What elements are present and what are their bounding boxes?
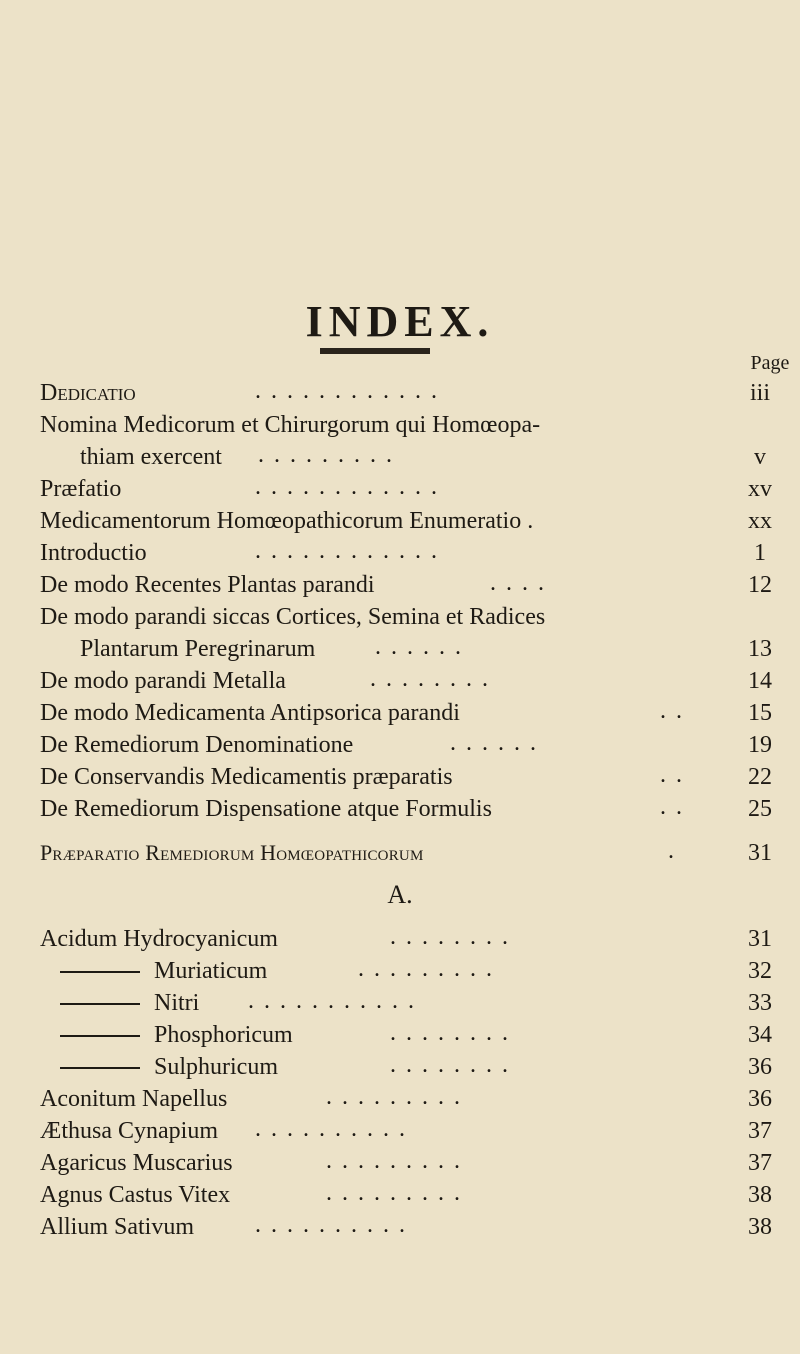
index-entry [40,730,780,760]
entry-title: De modo parandi siccas Cortices, Semina et Radices [40,604,546,630]
leader-dots: . . . . . . [450,730,538,756]
entry-page: 19 [748,732,772,758]
leader-dots: . . [660,762,684,788]
entry-page: 1 [754,540,766,566]
index-entry [40,1116,780,1146]
index-entry [40,762,780,792]
index-entry [40,794,780,824]
leader-dots: . . . . . . . . [390,924,510,950]
ditto-dash [60,1035,140,1037]
ditto-dash [60,971,140,973]
entry-title: Præfatio [40,476,122,502]
entry-title: Medicamentorum Homœopathicorum Enumeratio . [40,508,534,534]
index-entry [40,602,780,632]
entry-title: De Remediorum Denominatione [40,732,354,758]
index-entry [40,1180,780,1210]
index-entry [40,1020,780,1050]
index-title: INDEX. [305,297,495,346]
leader-dots: . . . . . . . . . . . . [255,378,439,404]
leader-dots: . . . . . . . . [390,1020,510,1046]
index-entry [40,1084,780,1114]
leader-dots: . . . . . . . . . . [255,1116,407,1142]
entry-title: De modo Medicamenta Antipsorica parandi [40,700,460,726]
leader-dots: . . . . . . . . . . . . [255,474,439,500]
index-entry [40,378,780,408]
entry-title: Phosphoricum [154,1022,293,1048]
index-entry [40,1052,780,1082]
entry-title: Allium Sativum [40,1214,195,1240]
entry-title: De modo Recentes Plantas parandi [40,572,375,598]
entry-page: xv [748,476,772,502]
index-entry [40,988,780,1018]
leader-dots: . . . . . . . . [370,666,490,692]
entry-title: Acidum Hydrocyanicum [40,926,278,952]
entry-page: 38 [748,1214,772,1240]
leader-dots: . . . . . . . . . . [255,1212,407,1238]
leader-dots: . . . . . . [375,634,463,660]
entry-title: Dedicatio [40,380,136,406]
index-entry [40,838,780,868]
leader-dots: . . . . . . . . . [326,1180,462,1206]
title-rule [320,348,430,354]
leader-dots: . . . . . . . . . [258,442,394,468]
index-entry [40,666,780,696]
ditto-dash [60,1067,140,1069]
entry-page: v [754,444,766,470]
index-entry [40,570,780,600]
entry-page: 34 [748,1022,772,1048]
entry-page: 31 [748,926,772,952]
entry-page: 14 [748,668,772,694]
leader-dots: . . . . . . . . . [326,1084,462,1110]
entry-page: 15 [748,700,772,726]
entry-title: Agnus Castus Vitex [40,1182,231,1208]
leader-dots: . . . . . . . . . . . [248,988,416,1014]
entry-page: iii [749,380,770,406]
index-entry [40,538,780,568]
entry-page: 37 [748,1118,772,1144]
entry-title: Nomina Medicorum et Chirurgorum qui Homœopa- [40,412,541,438]
leader-dots: . . [660,698,684,724]
index-entry [40,410,780,440]
entry-title: thiam exercent [80,444,222,470]
leader-dots: . . [660,794,684,820]
entry-title: Sulphuricum [154,1054,278,1080]
entry-title: Æthusa Cynapium [40,1118,218,1144]
index-entry [40,698,780,728]
index-entry [40,956,780,986]
entry-page: 12 [748,572,772,598]
entry-page: 37 [748,1150,772,1176]
entry-page: 32 [748,958,772,984]
leader-dots: . . . . . . . . . [358,956,494,982]
entry-page: 13 [748,636,772,662]
entry-title: De Remediorum Dispensatione atque Formulis [40,796,492,822]
entry-title: Introductio [40,540,147,566]
entry-page: 33 [748,990,772,1016]
ditto-dash [60,1003,140,1005]
entry-title: Plantarum Peregrinarum [80,636,316,662]
leader-dots: . . . . . . . . [390,1052,510,1078]
index-entry [80,442,780,472]
entry-title: Aconitum Napellus [40,1086,228,1112]
leader-dots: . [668,838,676,864]
entry-title: De Conservandis Medicamentis præparatis [40,764,453,790]
page-column-label: Page [750,352,790,374]
entry-title: Muriaticum [154,958,268,984]
leader-dots: . . . . . . . . . . . . [255,538,439,564]
leader-dots: . . . . . . . . . [326,1148,462,1174]
entry-page: 36 [748,1086,772,1112]
entry-title: Agaricus Muscarius [40,1150,233,1176]
index-entry [40,924,780,954]
index-entry [40,1148,780,1178]
entry-page: 38 [748,1182,772,1208]
entry-title: Nitri [154,990,200,1016]
section-letter: A. [387,880,413,909]
index-entry [40,474,780,504]
index-entry [40,506,780,536]
entry-page: 36 [748,1054,772,1080]
entry-page: 22 [748,764,772,790]
index-entry [80,634,780,664]
leader-dots: . . . . [490,570,546,596]
entry-page: xx [748,508,772,534]
index-entry [40,1212,780,1242]
entry-title: De modo parandi Metalla [40,668,286,694]
entry-page: 31 [748,840,772,866]
entry-title: Præparatio Remediorum Homœopathicorum [40,840,424,865]
entry-page: 25 [748,796,772,822]
